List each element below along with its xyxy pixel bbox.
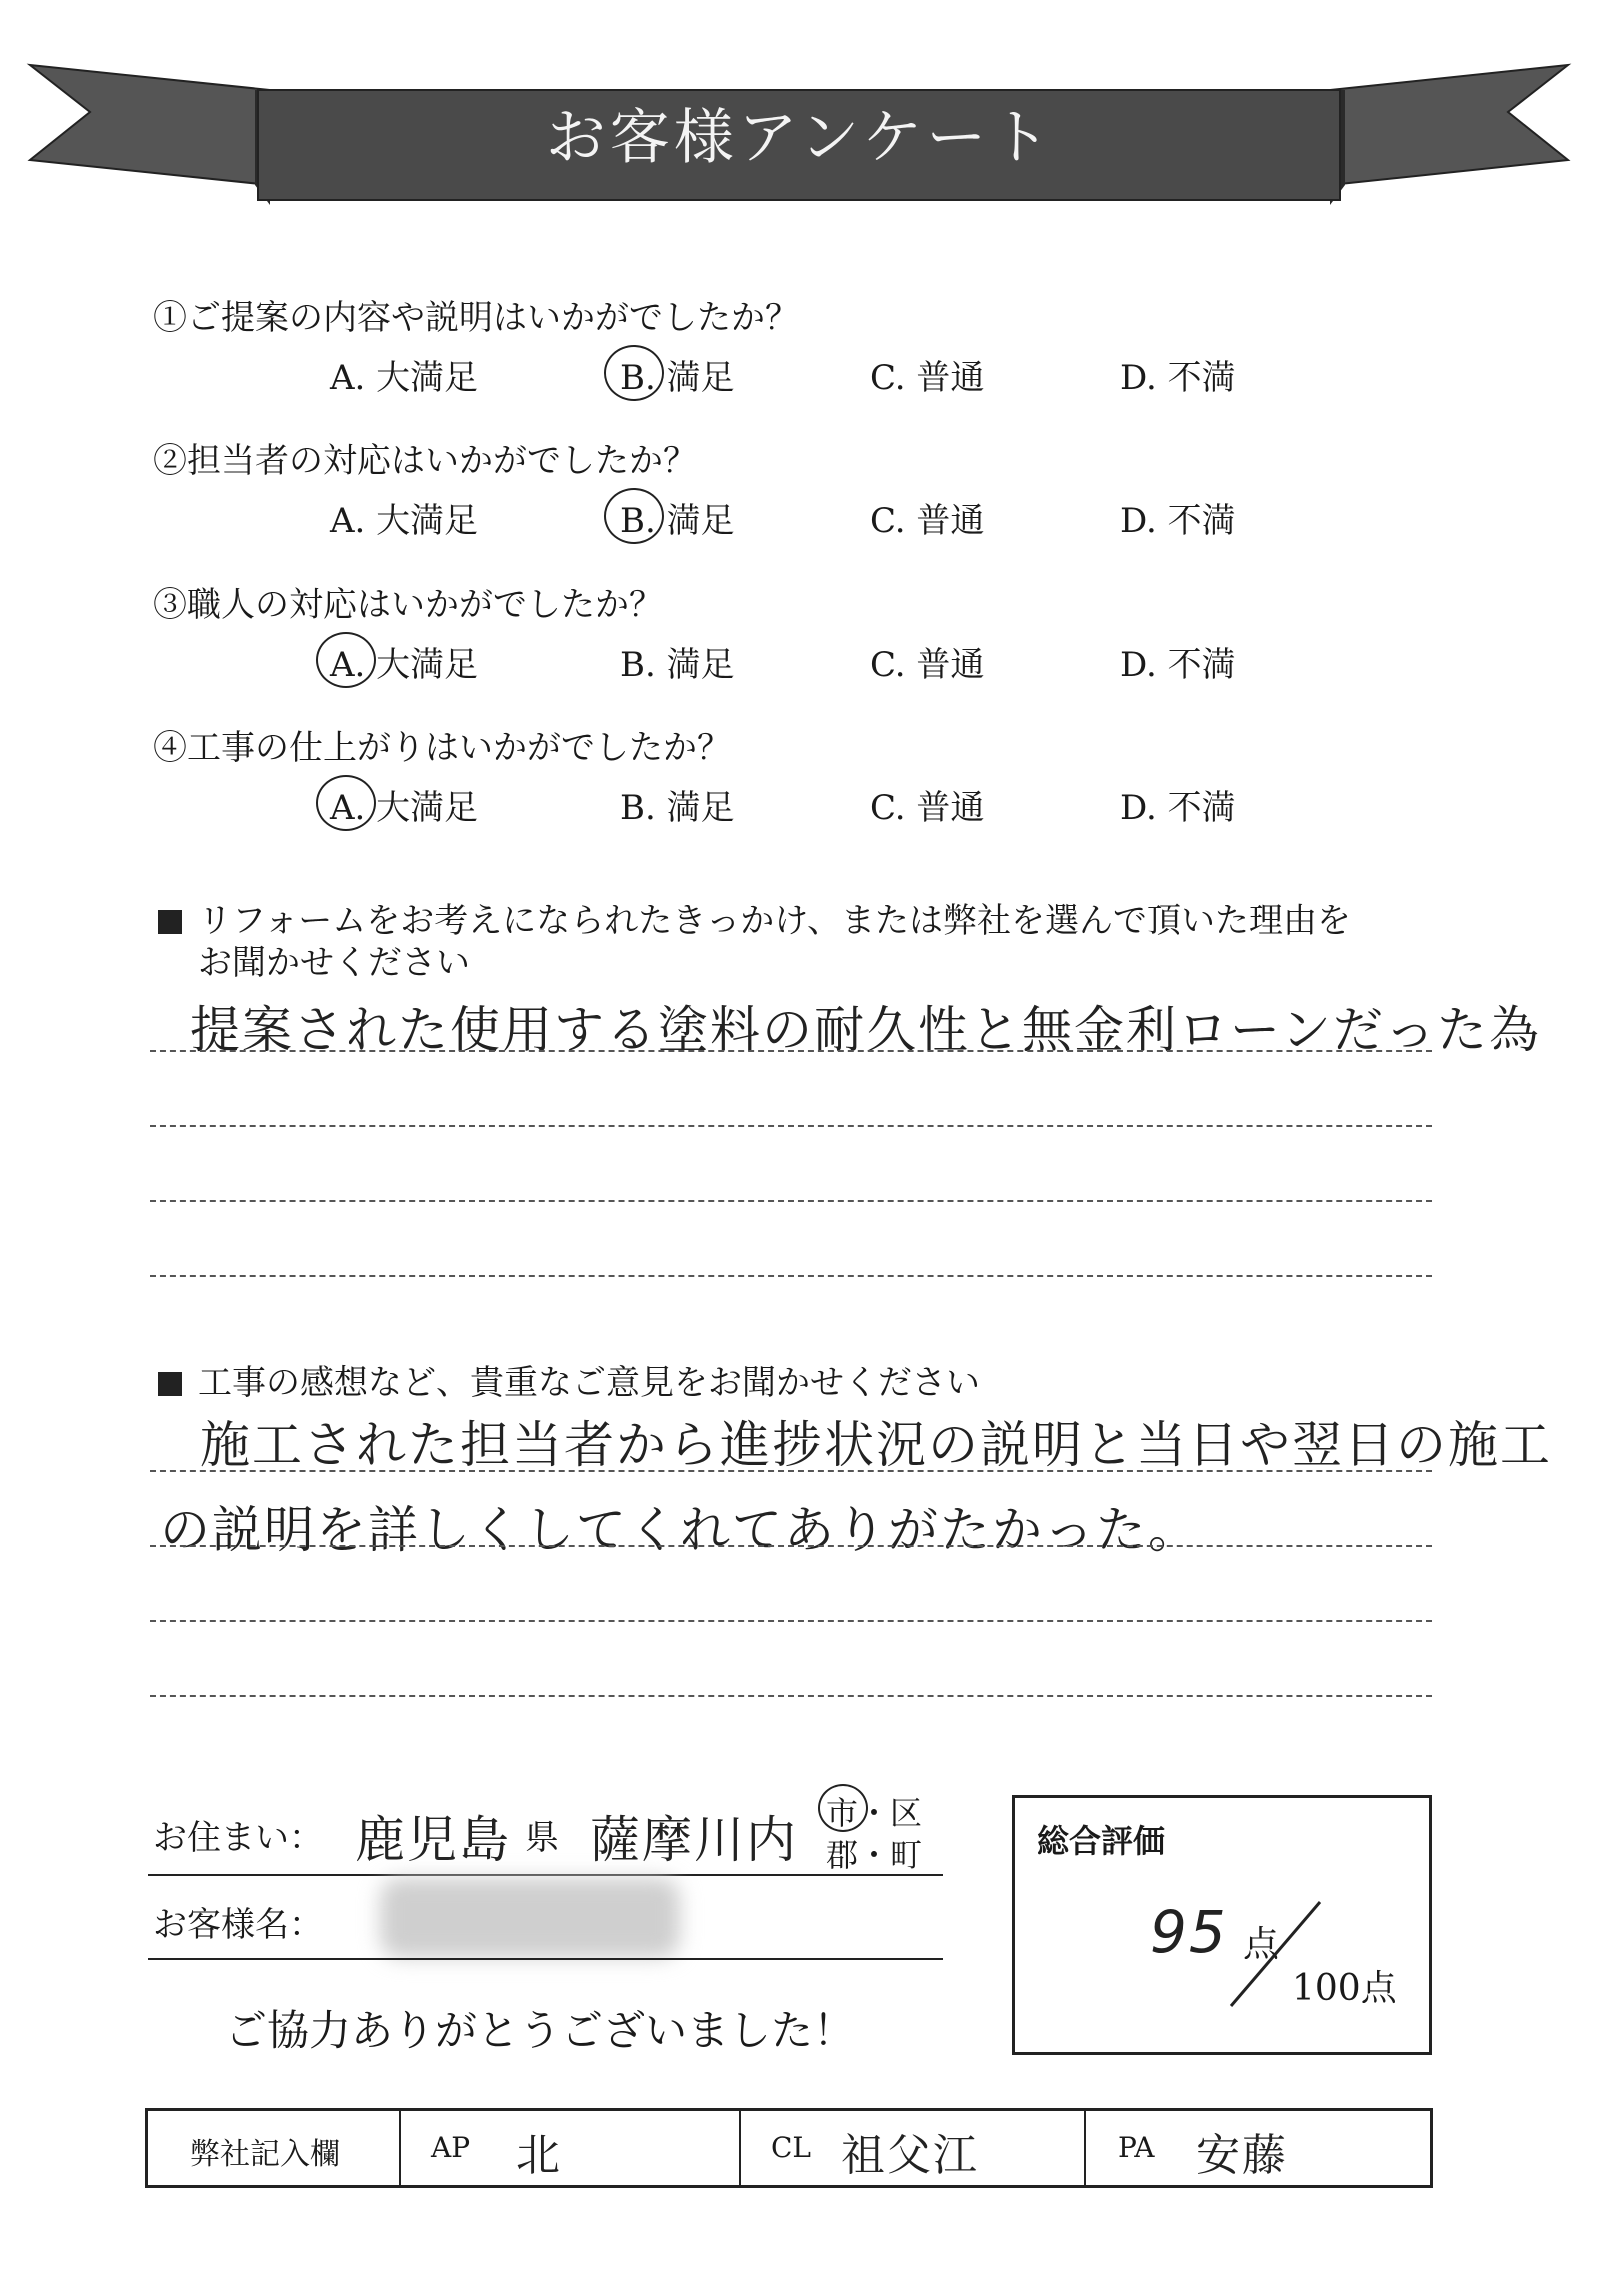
q2-option-c[interactable]: C. 普通 [870, 501, 985, 541]
answer-line [150, 1275, 1432, 1277]
answer-line [150, 1125, 1432, 1127]
ribbon-right-tail [1330, 65, 1568, 185]
thanks-message: ご協力ありがとうございました！ [225, 2006, 856, 2055]
answer-line [150, 1200, 1432, 1202]
footer-title-cell [148, 2111, 401, 2185]
score-label: 総合評価 [1037, 1822, 1166, 1860]
q4-option-b[interactable]: B. 満足 [620, 788, 735, 828]
answer-line [150, 1620, 1432, 1622]
q4-selected-circle [316, 775, 376, 831]
reason-heading: リフォームをお考えになられたきっかけ、または弊社を選んで頂いた理由を [158, 893, 1351, 942]
pa-label: PA [1118, 2131, 1155, 2164]
q4-option-c[interactable]: C. 普通 [870, 788, 985, 828]
address-label: お住まい： [153, 1818, 323, 1858]
cho-option[interactable]: ・町 [858, 1836, 923, 1874]
address-underline [148, 1874, 943, 1876]
question-4-label: ④工事の仕上がりはいかがでしたか？ [153, 728, 731, 768]
opinion-answer-line2[interactable]: の説明を詳しくしてくれてありがたかった。 [160, 1501, 1200, 1559]
square-bullet-icon [158, 910, 182, 934]
answer-line [150, 1695, 1432, 1697]
question-2-label: ②担当者の対応はいかがでしたか？ [153, 441, 697, 481]
q2-selected-circle [604, 488, 664, 544]
score-value[interactable]: 95 [1150, 1898, 1228, 1966]
ap-value[interactable]: 北 [516, 2130, 562, 2181]
prefecture-value[interactable]: 鹿児島 [355, 1811, 511, 1869]
opinion-heading: 工事の感想など、貴重なご意見をお聞かせください [158, 1355, 980, 1404]
shi-option[interactable]: 市 [826, 1794, 859, 1832]
prefecture-suffix: 県 [525, 1818, 559, 1858]
cl-label: CL [771, 2131, 812, 2164]
q4-option-a[interactable]: A. 大満足 [330, 788, 479, 828]
answer-line [150, 1470, 1432, 1472]
answer-line [150, 1050, 1432, 1052]
answer-line [150, 1545, 1432, 1547]
office-use-table [145, 2108, 1433, 2188]
q2-option-d[interactable]: D. 不満 [1120, 501, 1236, 541]
question-3-label: ③職人の対応はいかがでしたか？ [153, 585, 663, 625]
q3-option-d[interactable]: D. 不満 [1120, 645, 1236, 685]
customer-name-label: お客様名： [153, 1905, 323, 1945]
customer-underline [148, 1958, 943, 1960]
city-value[interactable]: 薩摩川内 [590, 1811, 798, 1869]
footer-pa-cell [1086, 2111, 1430, 2185]
q3-option-b[interactable]: B. 満足 [620, 645, 735, 685]
footer-title: 弊社記入欄 [190, 2137, 340, 2172]
reason-heading-line2: お聞かせください [198, 943, 470, 983]
score-unit: 点 [1243, 1924, 1280, 1965]
municipality-selected-circle [818, 1784, 868, 1832]
square-bullet-icon [158, 1372, 182, 1396]
ku-option[interactable]: ・区 [858, 1794, 923, 1832]
q3-option-a[interactable]: A. 大満足 [330, 645, 479, 685]
customer-name-redacted [380, 1878, 680, 1958]
ap-label: AP [431, 2131, 471, 2164]
reason-answer[interactable]: 提案された使用する塗料の耐久性と無金利ローンだった為 [190, 1001, 1541, 1059]
q1-option-b[interactable]: B. 満足 [620, 358, 735, 398]
gun-option[interactable]: 郡 [826, 1836, 859, 1874]
footer-ap-cell [401, 2111, 741, 2185]
question-1-label: ①ご提案の内容や説明はいかがでしたか？ [153, 298, 799, 338]
score-box [1012, 1795, 1432, 2055]
q1-option-c[interactable]: C. 普通 [870, 358, 985, 398]
q1-option-a[interactable]: A. 大満足 [330, 358, 479, 398]
footer-cl-cell [741, 2111, 1086, 2185]
q3-option-c[interactable]: C. 普通 [870, 645, 985, 685]
page-title: お客様アンケート [545, 103, 1055, 173]
q3-selected-circle [316, 632, 376, 688]
opinion-answer-line1[interactable]: 施工された担当者から進捗状況の説明と当日や翌日の施工 [200, 1416, 1552, 1474]
q2-option-a[interactable]: A. 大満足 [330, 501, 479, 541]
score-max: 100点 [1292, 1968, 1397, 2009]
q1-selected-circle [604, 345, 664, 401]
cl-value[interactable]: 祖父江 [841, 2130, 979, 2181]
q4-option-d[interactable]: D. 不満 [1120, 788, 1236, 828]
pa-value[interactable]: 安藤 [1196, 2130, 1288, 2181]
q1-option-d[interactable]: D. 不満 [1120, 358, 1236, 398]
ribbon-left-tail [30, 65, 270, 185]
q2-option-b[interactable]: B. 満足 [620, 501, 735, 541]
